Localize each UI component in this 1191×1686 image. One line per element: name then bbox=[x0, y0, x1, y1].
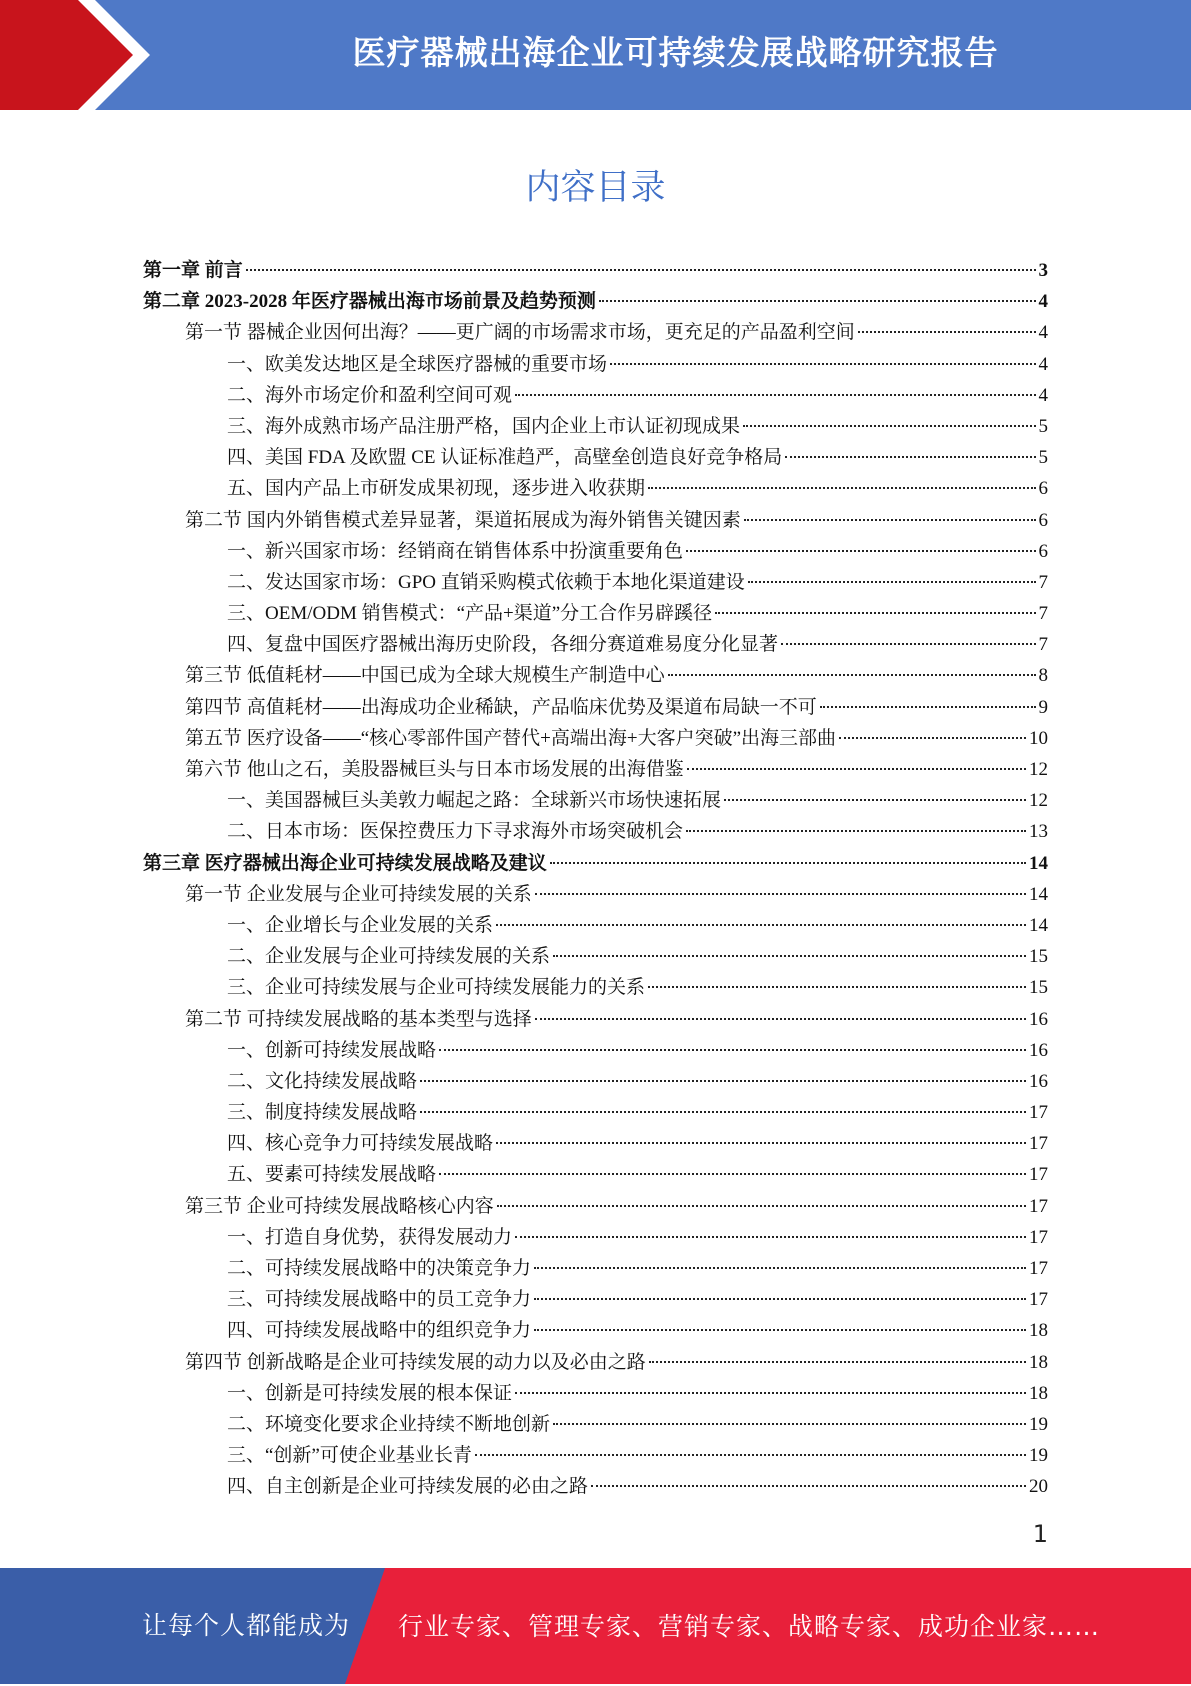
toc-entry-label: 五、国内产品上市研发成果初现，逐步进入收获期 bbox=[227, 478, 646, 500]
toc-entry[interactable] bbox=[143, 1191, 1048, 1222]
toc-entry-page: 4 bbox=[1038, 291, 1048, 313]
toc-entry[interactable] bbox=[143, 1440, 1048, 1471]
toc-entry-label: 第四节 创新战略是企业可持续发展的动力以及必由之路 bbox=[185, 1351, 646, 1373]
toc-dot-leader bbox=[648, 487, 1035, 489]
toc-entry-label: 三、海外成熟市场产品注册严格，国内企业上市认证初现成果 bbox=[227, 415, 741, 437]
toc-dot-leader bbox=[534, 1329, 1026, 1331]
toc-dot-leader bbox=[534, 1298, 1026, 1300]
toc-dot-leader bbox=[535, 893, 1026, 895]
toc-entry-label: 一、新兴国家市场：经销商在销售体系中扮演重要角色 bbox=[227, 540, 684, 562]
toc-entry-page: 10 bbox=[1029, 727, 1048, 749]
toc-dot-leader bbox=[858, 331, 1036, 333]
toc-dot-leader bbox=[550, 862, 1026, 864]
toc-entry-label: 一、美国器械巨头美敦力崛起之路：全球新兴市场快速拓展 bbox=[227, 790, 722, 812]
toc-dot-leader bbox=[497, 1205, 1026, 1207]
toc-entry-label: 第一节 器械企业因何出海？——更广阔的市场需求市场，更充足的产品盈利空间 bbox=[185, 322, 855, 344]
toc-entry[interactable] bbox=[143, 1035, 1048, 1066]
toc-entry[interactable] bbox=[143, 1347, 1048, 1378]
toc-dot-leader bbox=[648, 986, 1026, 988]
toc-entry-page: 17 bbox=[1029, 1195, 1048, 1217]
toc-dot-leader bbox=[748, 581, 1036, 583]
toc-dot-leader bbox=[515, 1392, 1026, 1394]
toc-entry-label: 二、日本市场：医保控费压力下寻求海外市场突破机会 bbox=[227, 821, 684, 843]
toc-dot-leader bbox=[781, 643, 1035, 645]
toc-entry-page: 14 bbox=[1029, 914, 1048, 936]
header-banner bbox=[0, 0, 1191, 110]
toc-dot-leader bbox=[535, 1018, 1026, 1020]
toc-entry-page: 3 bbox=[1038, 260, 1048, 281]
toc-entry-page: 7 bbox=[1038, 603, 1048, 625]
toc-entry[interactable] bbox=[143, 1004, 1048, 1035]
toc-entry-page: 15 bbox=[1029, 977, 1048, 999]
toc-dot-leader bbox=[496, 1142, 1026, 1144]
toc-entry[interactable] bbox=[143, 692, 1048, 723]
footer-slogan-left: 让每个人都能成为 bbox=[142, 1611, 351, 1640]
toc-dot-leader bbox=[724, 799, 1026, 801]
toc-dot-leader bbox=[744, 519, 1036, 521]
toc-entry-label: 三、可持续发展战略中的员工竞争力 bbox=[227, 1289, 532, 1311]
toc-entry[interactable] bbox=[143, 473, 1048, 504]
toc-entry[interactable] bbox=[143, 660, 1048, 691]
toc-entry-page: 17 bbox=[1029, 1258, 1048, 1279]
toc-entry[interactable] bbox=[143, 754, 1048, 785]
toc-entry-page: 18 bbox=[1029, 1382, 1048, 1404]
toc-entry-page: 6 bbox=[1038, 478, 1048, 500]
toc-dot-leader bbox=[610, 363, 1035, 365]
toc-entry-label: 第三节 企业可持续发展战略核心内容 bbox=[185, 1195, 494, 1217]
toc-entry-label: 三、“创新”可使企业基业长青 bbox=[227, 1445, 472, 1467]
toc-dot-leader bbox=[553, 955, 1026, 957]
toc-entry-label: 三、OEM/ODM 销售模式：“产品+渠道”分工合作另辟蹊径 bbox=[227, 603, 713, 625]
toc-entry[interactable] bbox=[143, 567, 1048, 598]
page-number: 1 bbox=[1032, 1520, 1048, 1548]
toc-entry[interactable] bbox=[143, 1378, 1048, 1409]
toc-entry[interactable] bbox=[143, 910, 1048, 941]
toc-dot-leader bbox=[686, 550, 1035, 552]
toc-entry-page: 5 bbox=[1038, 447, 1048, 469]
toc-entry-label: 第五节 医疗设备——“核心零部件国产替代+高端出海+大客户突破”出海三部曲 bbox=[185, 727, 837, 749]
toc-entry[interactable] bbox=[143, 1097, 1048, 1128]
toc-entry-label: 二、发达国家市场：GPO 直销采购模式依赖于本地化渠道建设 bbox=[227, 571, 745, 593]
toc-entry-label: 第一节 企业发展与企业可持续发展的关系 bbox=[185, 883, 532, 905]
toc-entry[interactable] bbox=[143, 785, 1048, 816]
toc-entry[interactable] bbox=[143, 629, 1048, 660]
toc-entry-page: 17 bbox=[1029, 1102, 1048, 1124]
toc-entry-page: 16 bbox=[1029, 1039, 1048, 1061]
toc-entry-page: 5 bbox=[1038, 415, 1048, 437]
toc-entry-page: 14 bbox=[1029, 852, 1048, 874]
toc-entry-label: 第二节 国内外销售模式差异显著，渠道拓展成为海外销售关键因素 bbox=[185, 509, 741, 531]
toc-entry-label: 四、美国 FDA 及欧盟 CE 认证标准趋严，高壁垒创造良好竞争格局 bbox=[227, 447, 783, 469]
toc-dot-leader bbox=[649, 1361, 1026, 1363]
toc-entry[interactable] bbox=[143, 1315, 1048, 1346]
toc-entry[interactable] bbox=[143, 972, 1048, 1003]
toc-entry-page: 9 bbox=[1038, 696, 1048, 718]
toc-entry-label: 四、自主创新是企业可持续发展的必由之路 bbox=[227, 1476, 589, 1498]
toc-entry-page: 17 bbox=[1029, 1164, 1048, 1186]
toc-entry[interactable] bbox=[143, 505, 1048, 536]
toc-dot-leader bbox=[515, 1236, 1026, 1238]
toc-entry-page: 7 bbox=[1038, 571, 1048, 593]
toc-entry-page: 4 bbox=[1038, 322, 1048, 344]
toc-dot-leader bbox=[687, 768, 1026, 770]
toc-entry-page: 19 bbox=[1029, 1445, 1048, 1467]
toc-entry[interactable] bbox=[143, 286, 1048, 317]
toc-entry-label: 二、环境变化要求企业持续不断地创新 bbox=[227, 1413, 551, 1435]
toc-entry-page: 13 bbox=[1029, 821, 1048, 843]
toc-entry[interactable] bbox=[143, 1284, 1048, 1315]
toc-entry[interactable] bbox=[143, 941, 1048, 972]
toc-dot-leader bbox=[420, 1080, 1026, 1082]
toc-entry[interactable] bbox=[143, 1222, 1048, 1253]
toc-entry-label: 一、创新可持续发展战略 bbox=[227, 1039, 437, 1061]
toc-entry[interactable] bbox=[143, 598, 1048, 629]
toc-entry[interactable] bbox=[143, 723, 1048, 754]
toc-dot-leader bbox=[668, 674, 1036, 676]
table-of-contents bbox=[143, 255, 1048, 1503]
toc-entry-label: 第四节 高值耗材——出海成功企业稀缺，产品临床优势及渠道布局缺一不可 bbox=[185, 696, 817, 718]
toc-dot-leader bbox=[439, 1049, 1026, 1051]
toc-entry-label: 第二章 2023-2028 年医疗器械出海市场前景及趋势预测 bbox=[143, 291, 596, 313]
toc-entry[interactable] bbox=[143, 536, 1048, 567]
toc-entry[interactable] bbox=[143, 1066, 1048, 1097]
toc-entry-label: 二、可持续发展战略中的决策竞争力 bbox=[227, 1258, 532, 1279]
toc-entry-page: 17 bbox=[1029, 1226, 1048, 1248]
toc-entry-page: 14 bbox=[1029, 883, 1048, 905]
toc-entry-label: 第三节 低值耗材——中国已成为全球大规模生产制造中心 bbox=[185, 665, 665, 687]
toc-dot-leader bbox=[534, 1267, 1026, 1269]
toc-entry[interactable] bbox=[143, 255, 1048, 286]
toc-entry-page: 6 bbox=[1038, 540, 1048, 562]
toc-dot-leader bbox=[420, 1111, 1026, 1113]
toc-entry-page: 12 bbox=[1029, 759, 1048, 780]
toc-entry-page: 20 bbox=[1029, 1476, 1048, 1498]
toc-dot-leader bbox=[553, 1423, 1026, 1425]
toc-entry-page: 6 bbox=[1038, 509, 1048, 531]
footer-slogan-right: 行业专家、管理专家、营销专家、战略专家、成功企业家…… bbox=[398, 1612, 1101, 1641]
toc-dot-leader bbox=[715, 612, 1035, 614]
toc-dot-leader bbox=[246, 269, 1036, 271]
toc-entry-page: 7 bbox=[1038, 634, 1048, 656]
toc-dot-leader bbox=[496, 924, 1026, 926]
toc-entry-page: 19 bbox=[1029, 1413, 1048, 1435]
toc-dot-leader bbox=[599, 300, 1036, 302]
toc-entry[interactable] bbox=[143, 1253, 1048, 1284]
toc-dot-leader bbox=[475, 1454, 1026, 1456]
toc-entry[interactable] bbox=[143, 1471, 1048, 1502]
toc-entry[interactable] bbox=[143, 349, 1048, 380]
toc-entry-page: 16 bbox=[1029, 1008, 1048, 1030]
toc-entry-label: 二、海外市场定价和盈利空间可观 bbox=[227, 384, 513, 406]
toc-entry-label: 五、要素可持续发展战略 bbox=[227, 1164, 437, 1186]
toc-entry[interactable] bbox=[143, 1159, 1048, 1190]
toc-entry-label: 四、核心竞争力可持续发展战略 bbox=[227, 1133, 494, 1155]
toc-entry[interactable] bbox=[143, 411, 1048, 442]
toc-entry[interactable] bbox=[143, 816, 1048, 847]
toc-entry-label: 第二节 可持续发展战略的基本类型与选择 bbox=[185, 1008, 532, 1030]
toc-entry-page: 12 bbox=[1029, 790, 1048, 812]
toc-entry-page: 17 bbox=[1029, 1289, 1048, 1311]
toc-entry-label: 三、制度持续发展战略 bbox=[227, 1102, 418, 1124]
toc-entry-page: 18 bbox=[1029, 1320, 1048, 1342]
toc-entry-label: 三、企业可持续发展与企业可持续发展能力的关系 bbox=[227, 977, 646, 999]
toc-dot-leader bbox=[439, 1173, 1026, 1175]
toc-entry[interactable] bbox=[143, 1128, 1048, 1159]
toc-entry-page: 15 bbox=[1029, 946, 1048, 968]
toc-entry[interactable] bbox=[143, 317, 1048, 348]
toc-entry[interactable] bbox=[143, 879, 1048, 910]
toc-entry-label: 一、打造自身优势，获得发展动力 bbox=[227, 1226, 513, 1248]
toc-entry-page: 17 bbox=[1029, 1133, 1048, 1155]
toc-entry-label: 二、企业发展与企业可持续发展的关系 bbox=[227, 946, 551, 968]
toc-entry-label: 一、创新是可持续发展的根本保证 bbox=[227, 1382, 513, 1404]
toc-entry[interactable] bbox=[143, 1409, 1048, 1440]
toc-entry-label: 四、复盘中国医疗器械出海历史阶段，各细分赛道难易度分化显著 bbox=[227, 634, 779, 656]
toc-entry-page: 4 bbox=[1038, 384, 1048, 406]
toc-entry-page: 18 bbox=[1029, 1351, 1048, 1373]
toc-entry-label: 一、欧美发达地区是全球医疗器械的重要市场 bbox=[227, 353, 608, 375]
toc-entry-label: 第六节 他山之石，美股器械巨头与日本市场发展的出海借鉴 bbox=[185, 759, 684, 780]
report-title: 医疗器械出海企业可持续发展战略研究报告 bbox=[352, 33, 999, 72]
toc-entry-label: 二、文化持续发展战略 bbox=[227, 1070, 418, 1092]
toc-entry-label: 一、企业增长与企业发展的关系 bbox=[227, 914, 494, 936]
toc-dot-leader bbox=[686, 830, 1026, 832]
toc-entry[interactable] bbox=[143, 380, 1048, 411]
toc-entry[interactable] bbox=[143, 442, 1048, 473]
toc-dot-leader bbox=[785, 456, 1035, 458]
toc-title: 内容目录 bbox=[525, 168, 666, 208]
toc-entry-page: 16 bbox=[1029, 1070, 1048, 1092]
toc-dot-leader bbox=[839, 737, 1026, 739]
toc-entry-label: 四、可持续发展战略中的组织竞争力 bbox=[227, 1320, 532, 1342]
toc-entry-label: 第一章 前言 bbox=[143, 260, 243, 281]
toc-dot-leader bbox=[515, 394, 1035, 396]
toc-entry-page: 4 bbox=[1038, 353, 1048, 375]
toc-entry-page: 8 bbox=[1038, 665, 1048, 687]
toc-dot-leader bbox=[591, 1485, 1026, 1487]
toc-dot-leader bbox=[820, 706, 1036, 708]
toc-entry[interactable] bbox=[143, 848, 1048, 879]
toc-dot-leader bbox=[743, 425, 1035, 427]
footer-banner bbox=[0, 1568, 1191, 1684]
toc-entry-label: 第三章 医疗器械出海企业可持续发展战略及建议 bbox=[143, 852, 547, 874]
